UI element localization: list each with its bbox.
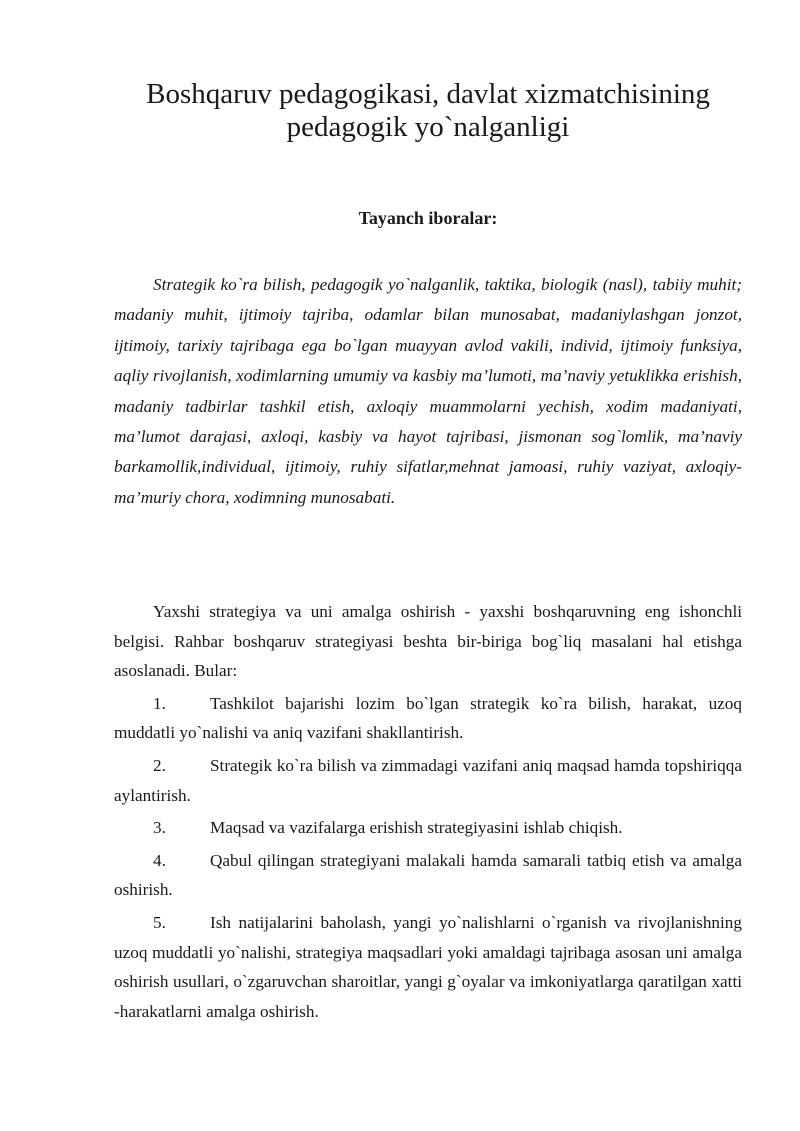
keywords-paragraph: Strategik ko`ra bilish, pedagogik yo`nalganlik, taktika, biologik (nasl), tabiiy muhit; madaniy muhit, ijtimoiy tajriba, odamlar bilan munosabat, madaniylashgan jonzot, ijtimoiy, tarixiy tajribaga ega bo`lgan muayyan avlod vakili, individ, ijtimoiy funksiya, aqliy rivojlanish, xodimlarning umumiy va kasbiy ma’lumoti, ma’naviy yetuklikka erishish, madaniy tadbirlar tashkil etish, axloqiy muammolarni yechish, xodim madaniyati, ma’lumot darajasi, axloqi, kasbiy va hayot tajribasi, jismonan sog`lomlik, ma’naviy barkamollik,individual, ijtimoiy, ruhiy sifatlar,mehnat jamoasi, ruhiy vaziyat, axloqiy-ma’muriy chora, xodimning munosabati.: [114, 275, 742, 507]
intro-paragraph: Yaxshi strategiya va uni amalga oshirish - yaxshi boshqaruvning eng ishonchli belgisi. Rahbar boshqaruv strategiyasi beshta bir-biriga bog`liq masalani hal etishga asoslanadi. Bular:: [114, 602, 742, 681]
list-item-number: 4.: [153, 850, 166, 870]
list-item: [114, 813, 742, 843]
list-item-text: Tashkilot bajarishi lozim bo`lgan strategik ko`ra bilish, harakat, uzoq muddatli yo`nalishi va aniq vazifani shakllantirish.: [114, 693, 742, 743]
list-item-number: 3.: [153, 818, 166, 838]
document-title: Boshqaruv pedagogikasi, davlat xizmatchisining pedagogik yo`nalganligi: [146, 78, 710, 143]
list-item: [114, 751, 742, 810]
list-item-number: 2.: [153, 755, 166, 775]
list-item-text: Maqsad va vazifalarga erishish strategiyasini ishlab chiqish.: [210, 818, 623, 838]
keywords-heading: Tayanch iboralar:: [358, 208, 498, 228]
list-item-text: Ish natijalarini baholash, yangi yo`nalishlarni o`rganish va rivojlanishning uzoq muddatli yo`nalishi, strategiya maqsadlari yoki amaldagi tajribaga asosan uni amalga oshirish usullari, o`zgaruvchan sharoitlar, yangi g`oyalar va imkoniyatlarga qaratilgan xatti -harakatlarni amalga oshirish.: [114, 912, 742, 1021]
main-body: [114, 597, 742, 1026]
list-item: [114, 908, 742, 1026]
list-item: [114, 846, 742, 905]
list-item-text: Strategik ko`ra bilish va zimmadagi vazifani aniq maqsad hamda topshiriqqa aylantirish.: [114, 755, 742, 805]
list-item: [114, 689, 742, 748]
list-item-text: Qabul qilingan strategiyani malakali hamda samarali tatbiq etish va amalga oshirish.: [114, 850, 742, 900]
list-item-number: 1.: [153, 693, 166, 713]
list-item-number: 5.: [153, 912, 166, 932]
